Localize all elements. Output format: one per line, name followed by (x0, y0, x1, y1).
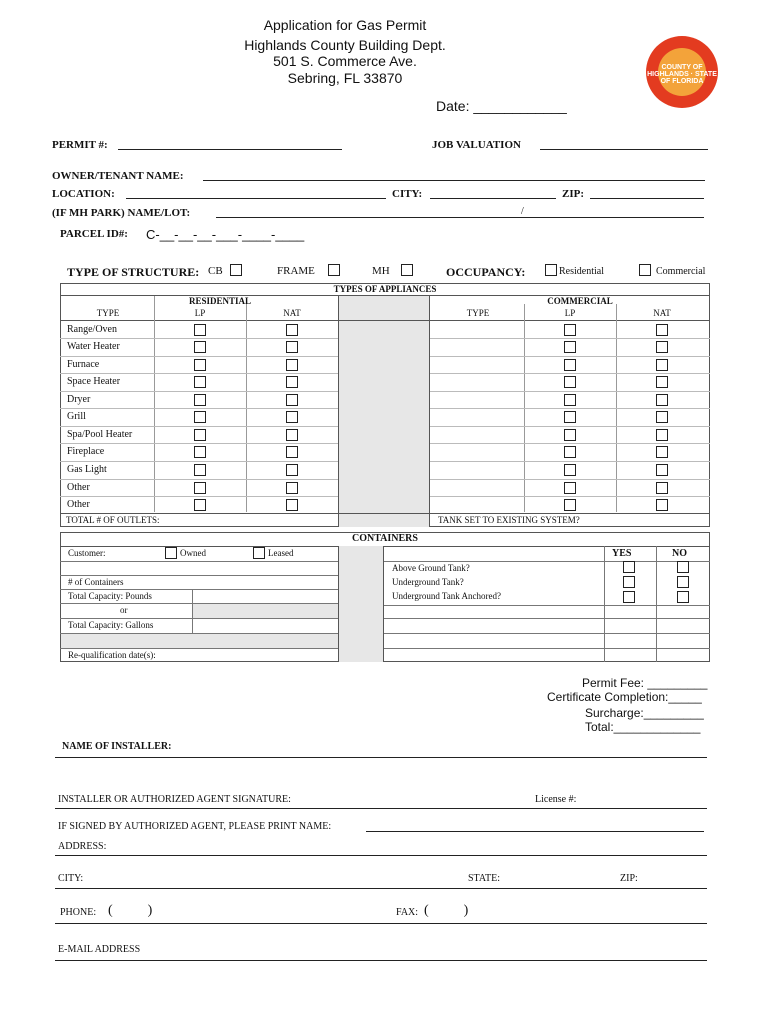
appliance-row-label: Other (67, 499, 90, 510)
department-city: Sebring, FL 33870 (287, 70, 403, 86)
res-nat-checkbox[interactable] (286, 464, 298, 476)
no-heading: NO (672, 548, 687, 559)
city-label: CITY: (392, 188, 423, 200)
parcel-label: PARCEL ID#: (60, 228, 128, 240)
above-ground-yes-checkbox[interactable] (623, 561, 635, 573)
address-field[interactable] (55, 855, 707, 856)
yes-heading: YES (612, 548, 632, 559)
appliances-title: TYPES OF APPLIANCES (333, 284, 437, 294)
zip-label: ZIP: (562, 188, 584, 200)
appliance-row-rule (430, 496, 710, 497)
license-label: License #: (535, 794, 577, 805)
com-nat-checkbox[interactable] (656, 411, 668, 423)
res-lp-checkbox[interactable] (194, 464, 206, 476)
owned-checkbox[interactable] (165, 547, 177, 559)
appliance-row-label: Spa/Pool Heater (67, 429, 133, 440)
residential-checkbox[interactable] (545, 264, 557, 276)
cont-rule-5 (60, 618, 338, 619)
appliance-row-rule (430, 426, 710, 427)
capacity-col-sep (192, 589, 193, 633)
cont-rule-6 (60, 633, 338, 634)
appliances-colhead-rule (60, 320, 710, 321)
num-containers-label: # of Containers (68, 577, 124, 587)
res-lp-checkbox[interactable] (194, 429, 206, 441)
appliance-row-label: Furnace (67, 359, 100, 370)
q-underground: Underground Tank? (392, 577, 464, 587)
department-address: 501 S. Commerce Ave. (273, 53, 417, 69)
res-nat-checkbox[interactable] (286, 482, 298, 494)
com-lp-heading: LP (564, 308, 576, 318)
total-outlets-label: TOTAL # OF OUTLETS: (66, 515, 160, 525)
containers-left-top (60, 546, 338, 547)
res-nat-heading: NAT (283, 308, 301, 318)
zip-field[interactable] (590, 198, 704, 199)
appliance-row-rule (60, 496, 338, 497)
customer-label: Customer: (68, 548, 106, 558)
res-lp-checkbox[interactable] (194, 341, 206, 353)
com-lp-checkbox[interactable] (564, 394, 576, 406)
appliance-row-rule (60, 443, 338, 444)
city-label-installer: CITY: (58, 873, 84, 884)
res-nat-checkbox[interactable] (286, 429, 298, 441)
form-title: Application for Gas Permit (263, 17, 427, 33)
appliance-row-rule (430, 461, 710, 462)
total-fee[interactable]: Total:_____________ (585, 720, 701, 734)
requal-label: Re-qualification date(s): (68, 650, 156, 660)
appliance-row-rule (60, 461, 338, 462)
com-nat-checkbox[interactable] (656, 429, 668, 441)
cb-checkbox[interactable] (230, 264, 242, 276)
frame-label: FRAME (277, 265, 315, 277)
q-above-ground: Above Ground Tank? (392, 563, 470, 573)
appliance-row-label: Space Heater (67, 376, 121, 387)
leased-checkbox[interactable] (253, 547, 265, 559)
underground-yes-checkbox[interactable] (623, 576, 635, 588)
permit-label: PERMIT #: (52, 139, 108, 151)
print-name-label: IF SIGNED BY AUTHORIZED AGENT, PLEASE PRINT NAME: (58, 821, 332, 832)
county-seal-text: COUNTY OF HIGHLANDS · STATE OF FLORIDA (647, 64, 717, 85)
res-lp-checkbox[interactable] (194, 446, 206, 458)
res-type-heading: TYPE (96, 308, 120, 318)
address-label: ADDRESS: (58, 841, 107, 852)
cont-rule-2 (60, 575, 338, 576)
cont-rule-7 (60, 648, 338, 649)
q-rule-4 (384, 633, 710, 634)
res-nat-checkbox[interactable] (286, 394, 298, 406)
tank-set-label: TANK SET TO EXISTING SYSTEM? (438, 515, 580, 525)
email-label: E-MAIL ADDRESS (58, 944, 141, 955)
owner-label: OWNER/TENANT NAME: (52, 170, 184, 182)
mh-label: MH (372, 265, 390, 277)
res-lp-checkbox[interactable] (194, 376, 206, 388)
signature-field[interactable] (55, 808, 707, 809)
job-valuation-label: JOB VALUATION (432, 139, 521, 151)
structure-label: TYPE OF STRUCTURE: (67, 265, 200, 279)
res-lp-heading: LP (194, 308, 206, 318)
totals-rule (60, 513, 710, 514)
appliance-row-rule (60, 479, 338, 480)
containers-right-top (384, 546, 710, 547)
above-ground-no-checkbox[interactable] (677, 561, 689, 573)
appliance-row-rule (60, 356, 338, 357)
owner-field[interactable] (203, 180, 705, 181)
com-type-heading: TYPE (466, 308, 490, 318)
date-field[interactable]: Date: ____________ (436, 98, 567, 114)
city-field[interactable] (430, 198, 556, 199)
com-lp-checkbox[interactable] (564, 429, 576, 441)
com-lp-checkbox[interactable] (564, 446, 576, 458)
appliance-row-rule (60, 426, 338, 427)
com-lp-checkbox[interactable] (564, 359, 576, 371)
cont-rule-3 (60, 589, 338, 590)
q-rule-2 (384, 605, 710, 606)
appliance-row-rule (60, 408, 338, 409)
res-nat-checkbox[interactable] (286, 341, 298, 353)
capacity-shade (192, 603, 338, 618)
mh-checkbox[interactable] (401, 264, 413, 276)
com-nat-checkbox[interactable] (656, 464, 668, 476)
com-lp-checkbox[interactable] (564, 376, 576, 388)
capacity-pounds-label: Total Capacity: Pounds (68, 591, 152, 601)
phone-label: PHONE: (60, 907, 97, 918)
signature-label: INSTALLER OR AUTHORIZED AGENT SIGNATURE: (58, 794, 291, 805)
res-lp-checkbox[interactable] (194, 359, 206, 371)
com-nat-checkbox[interactable] (656, 376, 668, 388)
state-label: STATE: (468, 873, 500, 884)
appliance-row-label: Range/Oven (67, 324, 117, 335)
location-field[interactable] (126, 198, 386, 199)
res-nat-checkbox[interactable] (286, 411, 298, 423)
appliance-row-rule (430, 408, 710, 409)
anchored-yes-checkbox[interactable] (623, 591, 635, 603)
com-lp-checkbox[interactable] (564, 324, 576, 336)
commercial-label: Commercial (656, 266, 706, 277)
surcharge[interactable]: Surcharge:_________ (585, 706, 704, 720)
q-rule-3 (384, 618, 710, 619)
requal-shade (61, 633, 338, 648)
appliance-row-rule (430, 391, 710, 392)
com-nat-checkbox[interactable] (656, 482, 668, 494)
appliance-row-rule (430, 338, 710, 339)
com-lp-checkbox[interactable] (564, 482, 576, 494)
mh-park-label: (IF MH PARK) NAME/LOT: (52, 207, 191, 219)
res-lp-checkbox[interactable] (194, 482, 206, 494)
res-lp-checkbox[interactable] (194, 499, 206, 511)
com-lp-checkbox[interactable] (564, 341, 576, 353)
q-rule-1 (384, 561, 710, 562)
res-lp-checkbox[interactable] (194, 324, 206, 336)
appliance-row-label: Dryer (67, 394, 91, 405)
q-rule-5 (384, 648, 710, 649)
containers-title: CONTAINERS (352, 533, 418, 544)
appliances-divider (338, 295, 430, 527)
com-nat-checkbox[interactable] (656, 341, 668, 353)
anchored-no-checkbox[interactable] (677, 591, 689, 603)
res-nat-checkbox[interactable] (286, 324, 298, 336)
cb-label: CB (208, 265, 223, 277)
res-nat-checkbox[interactable] (286, 499, 298, 511)
appliance-row-label: Fireplace (67, 446, 105, 457)
com-nat-checkbox[interactable] (656, 394, 668, 406)
fax-label: FAX: (396, 907, 419, 918)
no-col-sep (656, 546, 657, 662)
appliance-row-label: Gas Light (67, 464, 107, 475)
fax-field[interactable]: ( ) (424, 903, 469, 918)
city-state-zip-field[interactable] (55, 888, 707, 889)
q-anchored: Underground Tank Anchored? (392, 591, 502, 601)
email-field[interactable] (55, 960, 707, 961)
appliance-row-rule (430, 443, 710, 444)
appliance-row-rule (60, 373, 338, 374)
job-valuation-field[interactable] (540, 149, 708, 150)
appliance-row-label: Other (67, 482, 90, 493)
phone-field[interactable]: ( ) (108, 903, 153, 918)
permit-field[interactable] (118, 149, 342, 150)
appliance-row-rule (430, 373, 710, 374)
parcel-field[interactable]: C-__-__-__-___-____-____ (146, 227, 305, 242)
com-lp-checkbox[interactable] (564, 499, 576, 511)
commercial-checkbox[interactable] (639, 264, 651, 276)
occupancy-label: OCCUPANCY: (446, 265, 526, 279)
com-nat-checkbox[interactable] (656, 324, 668, 336)
zip-label-installer: ZIP: (620, 873, 638, 884)
appliance-row-rule (60, 338, 338, 339)
appliance-row-rule (430, 356, 710, 357)
res-nat-checkbox[interactable] (286, 446, 298, 458)
department-name: Highlands County Building Dept. (244, 37, 446, 53)
res-nat-checkbox[interactable] (286, 359, 298, 371)
frame-checkbox[interactable] (328, 264, 340, 276)
or-label: or (120, 605, 128, 615)
appliance-row-rule (60, 391, 338, 392)
cont-rule-4 (60, 603, 338, 604)
installer-name-label: NAME OF INSTALLER: (62, 741, 172, 752)
appliance-row-rule (430, 479, 710, 480)
location-label: LOCATION: (52, 188, 115, 200)
phone-fax-line (55, 923, 707, 924)
appliance-row-label: Grill (67, 411, 86, 422)
certificate-completion[interactable]: Certificate Completion:_____ (547, 690, 702, 704)
print-name-field[interactable] (366, 831, 704, 832)
com-nat-checkbox[interactable] (656, 446, 668, 458)
com-nat-checkbox[interactable] (656, 499, 668, 511)
com-lp-checkbox[interactable] (564, 411, 576, 423)
mh-park-field[interactable] (216, 217, 704, 218)
owned-label: Owned (180, 548, 206, 558)
yes-col-sep (604, 546, 605, 662)
capacity-gallons-label: Total Capacity: Gallons (68, 620, 154, 630)
com-nat-checkbox[interactable] (656, 359, 668, 371)
res-lp-checkbox[interactable] (194, 394, 206, 406)
containers-divider (338, 546, 384, 662)
res-lp-checkbox[interactable] (194, 411, 206, 423)
commercial-heading: COMMERCIAL (547, 296, 613, 306)
res-nat-checkbox[interactable] (286, 376, 298, 388)
residential-heading: RESIDENTIAL (188, 296, 252, 306)
residential-label: Residential (559, 266, 604, 277)
cont-rule-1 (60, 561, 338, 562)
leased-label: Leased (268, 548, 294, 558)
com-lp-checkbox[interactable] (564, 464, 576, 476)
com-nat-heading: NAT (653, 308, 671, 318)
installer-name-field[interactable] (55, 757, 707, 758)
underground-no-checkbox[interactable] (677, 576, 689, 588)
permit-fee[interactable]: Permit Fee: _________ (582, 676, 708, 690)
mh-park-slash: / (521, 206, 524, 217)
appliance-row-label: Water Heater (67, 341, 120, 352)
